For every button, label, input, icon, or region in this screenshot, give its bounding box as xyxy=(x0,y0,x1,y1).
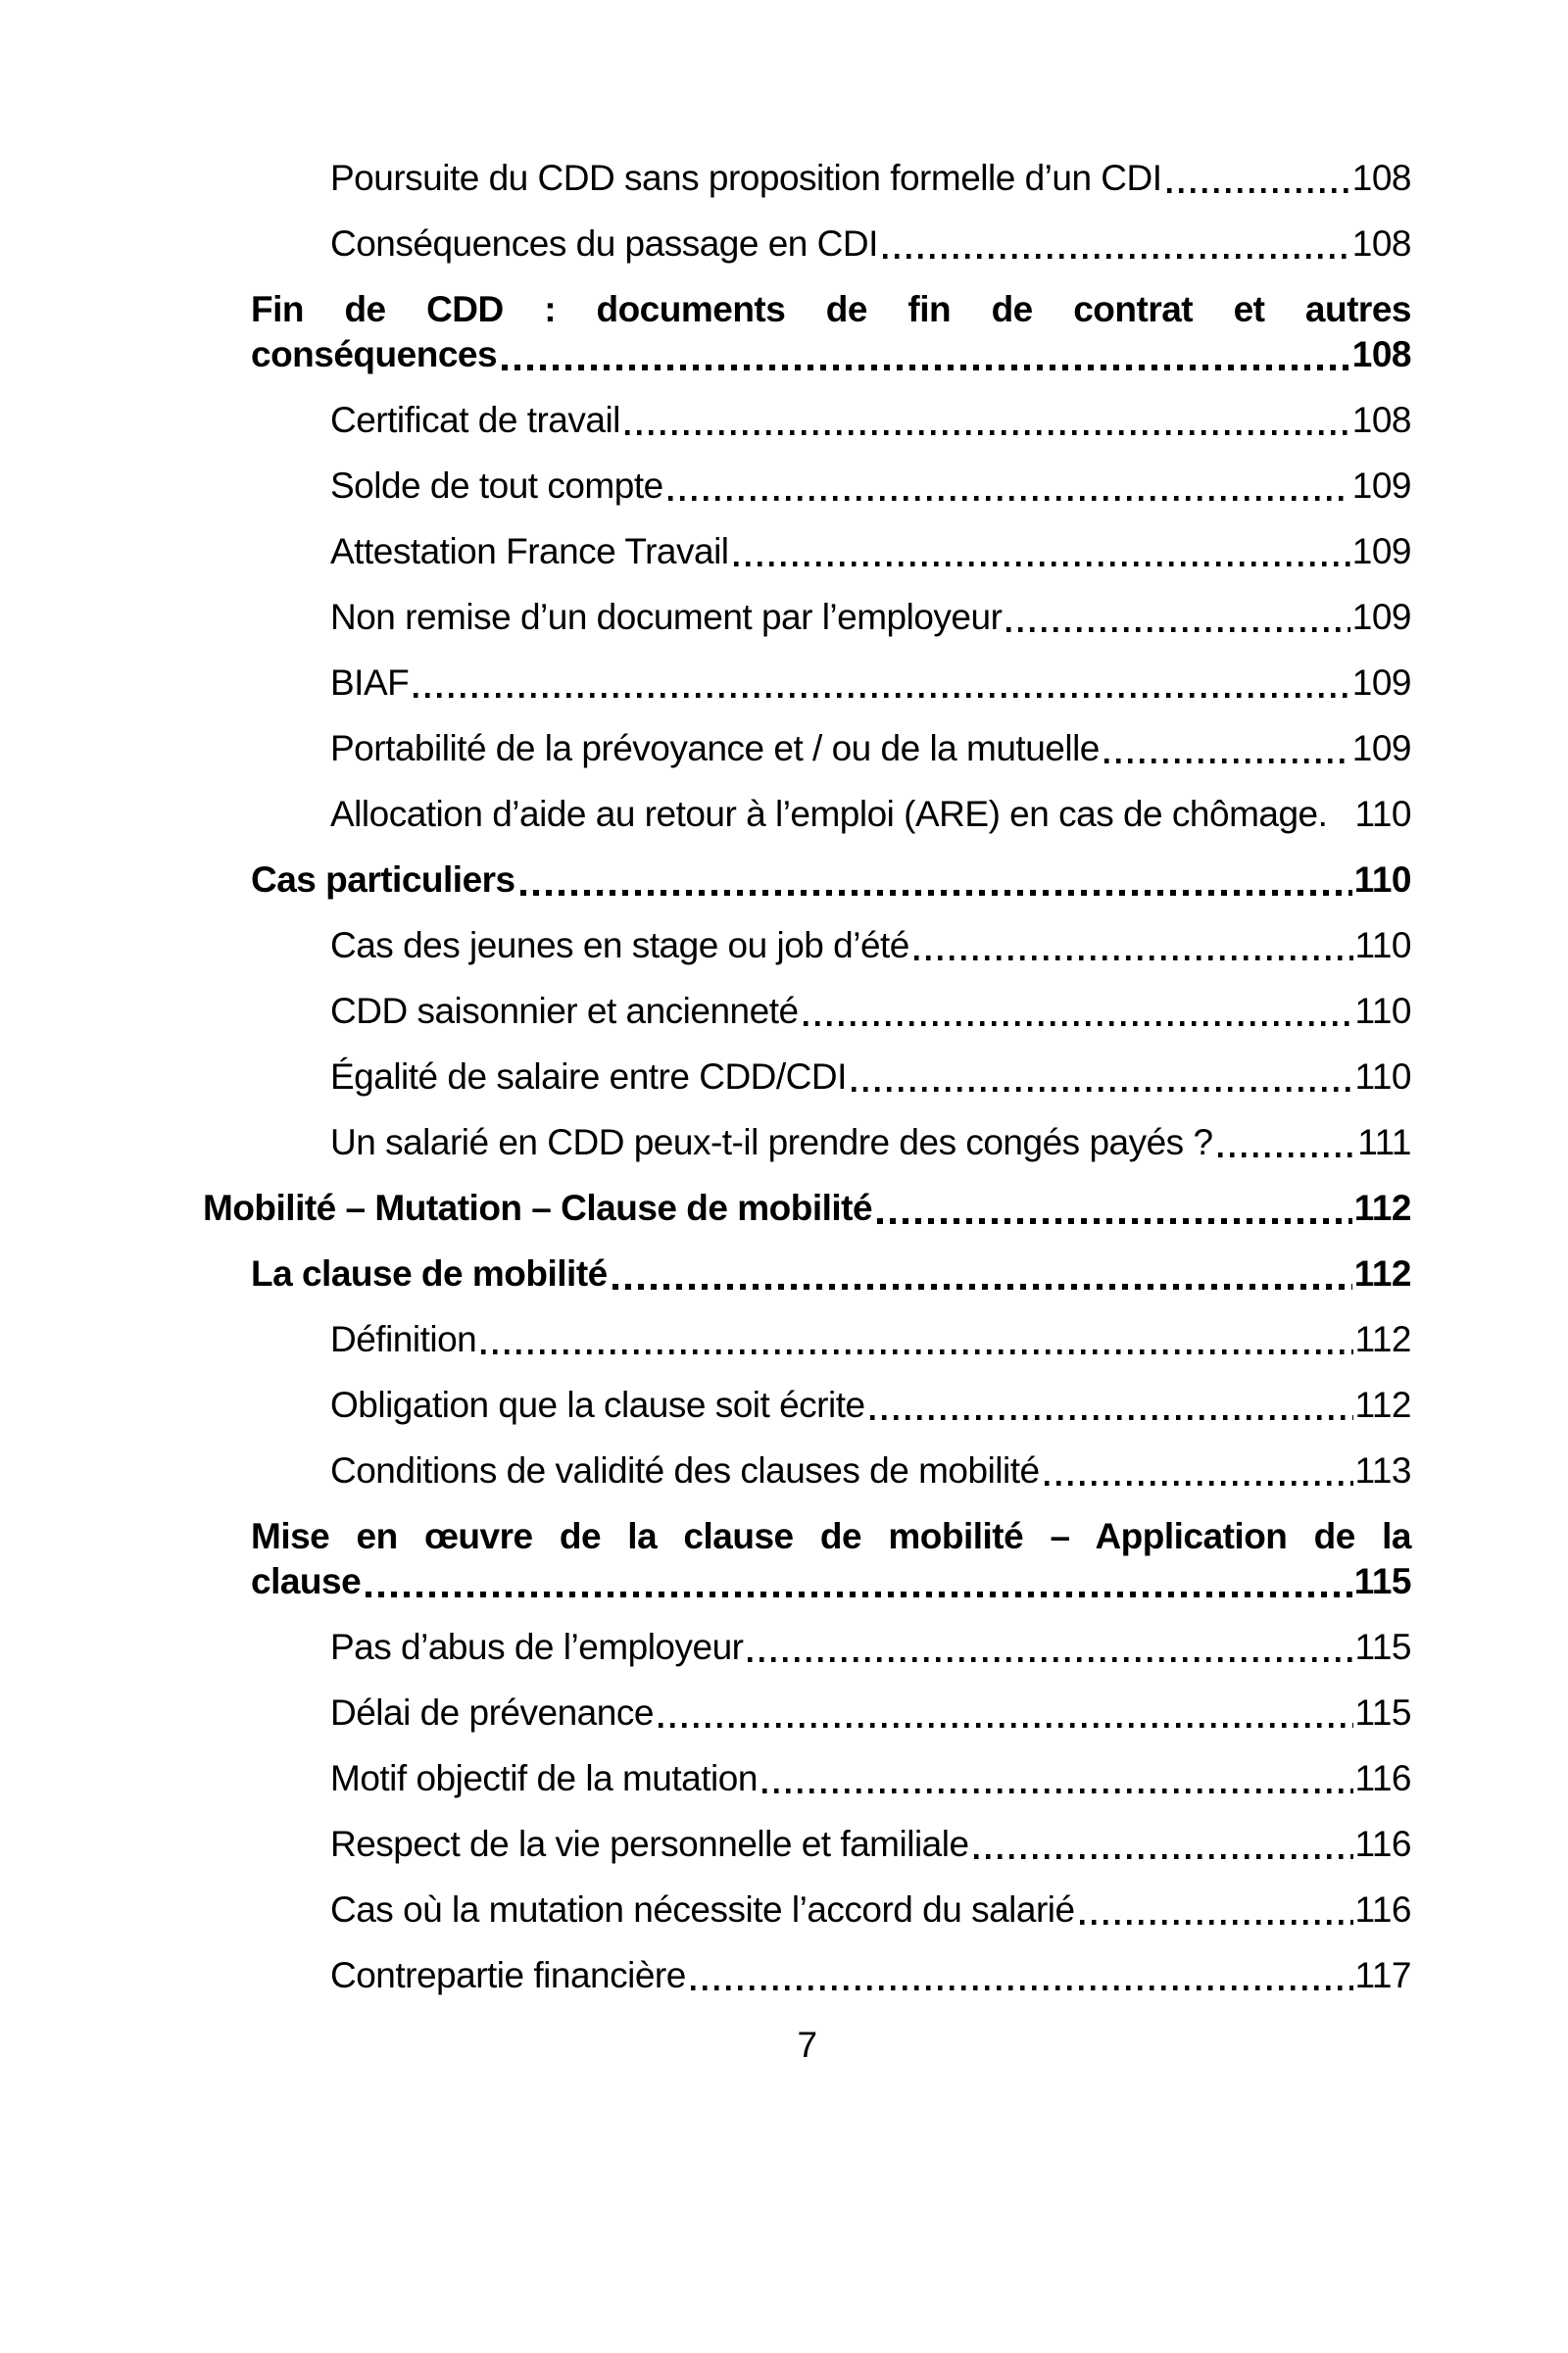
toc-entry xyxy=(203,529,1411,574)
toc-entry-row xyxy=(330,1054,1411,1100)
toc-entry-label: Délai de prévenance xyxy=(330,1692,654,1733)
toc-entry-row xyxy=(330,792,1411,837)
toc-entry-page-number: 109 xyxy=(1351,597,1411,637)
dot-leader xyxy=(691,1985,1353,1990)
table-of-contents xyxy=(203,156,1411,1998)
toc-entry-headline-line: Mise en œuvre de la clause de mobilité – Application de la xyxy=(251,1516,1411,1556)
toc-entry-label: Poursuite du CDD sans proposition formelle d’un CDI xyxy=(330,158,1162,198)
toc-entry xyxy=(203,923,1411,968)
toc-entry xyxy=(203,1691,1411,1736)
toc-entry xyxy=(203,1186,1411,1231)
toc-entry xyxy=(203,858,1411,903)
toc-entry-label: Cas particuliers xyxy=(251,859,515,900)
dot-leader xyxy=(1218,1152,1356,1157)
toc-entry-label: Portabilité de la prévoyance et / ou de la mutuelle xyxy=(330,728,1100,768)
toc-entry xyxy=(203,1448,1411,1494)
dot-leader xyxy=(883,254,1350,259)
dot-leader xyxy=(414,693,1350,698)
toc-entry-page-number: 115 xyxy=(1353,1561,1411,1601)
dot-leader xyxy=(1006,627,1349,632)
toc-entry xyxy=(203,464,1411,509)
toc-entry-row xyxy=(330,989,1411,1034)
toc-entry-headline-line: Fin de CDD : documents de fin de contrat et autres xyxy=(251,289,1411,329)
toc-entry xyxy=(203,989,1411,1034)
toc-entry-label: Un salarié en CDD peux-t-il prendre des congés payés ? xyxy=(330,1122,1213,1162)
toc-entry-label: Solde de tout compte xyxy=(330,466,663,506)
toc-entry xyxy=(203,1887,1411,1933)
dot-leader xyxy=(1080,1920,1353,1925)
toc-entry-label: Conditions de validité des clauses de mobilité xyxy=(330,1450,1040,1491)
toc-entry-page-number: 117 xyxy=(1354,1955,1411,1995)
toc-entry-label: Respect de la vie personnelle et familiale xyxy=(330,1824,969,1864)
page-footer xyxy=(203,2023,1411,2068)
toc-entry-page-number: 108 xyxy=(1351,334,1411,374)
toc-entry xyxy=(203,1383,1411,1428)
dot-leader xyxy=(668,496,1350,501)
dot-leader xyxy=(914,956,1353,960)
toc-entry-row xyxy=(330,1383,1411,1428)
toc-entry xyxy=(203,1054,1411,1100)
toc-entry-row xyxy=(330,923,1411,968)
toc-entry-row xyxy=(330,1120,1411,1165)
toc-entry-page-number: 108 xyxy=(1351,158,1411,198)
toc-entry-label: CDD saisonnier et ancienneté xyxy=(330,991,799,1031)
dot-leader xyxy=(804,1021,1353,1026)
toc-entry-label: Motif objectif de la mutation xyxy=(330,1758,758,1798)
dot-leader xyxy=(877,1218,1352,1224)
toc-entry-label: Non remise d’un document par l’employeur xyxy=(330,597,1003,637)
toc-entry-label: conséquences xyxy=(251,334,498,374)
toc-entry-label: Conséquences du passage en CDI xyxy=(330,223,878,264)
toc-entry-label: Contrepartie financière xyxy=(330,1955,686,1995)
toc-entry-row xyxy=(330,1953,1411,1998)
toc-entry-label: Mobilité – Mutation – Clause de mobilité xyxy=(203,1188,873,1228)
toc-entry xyxy=(203,792,1411,837)
dot-leader xyxy=(762,1789,1353,1793)
toc-entry-page-number: 116 xyxy=(1354,1758,1411,1798)
toc-entry-row xyxy=(330,529,1411,574)
toc-entry-page-number: 110 xyxy=(1354,925,1411,965)
toc-entry-row xyxy=(330,221,1411,267)
toc-entry-row xyxy=(330,1822,1411,1867)
toc-entry-page-number: 110 xyxy=(1354,991,1411,1031)
toc-entry-row xyxy=(251,332,1411,377)
toc-entry-row xyxy=(330,464,1411,509)
dot-leader xyxy=(659,1723,1353,1728)
toc-entry xyxy=(203,287,1411,377)
toc-entry-page-number: 110 xyxy=(1354,794,1411,834)
toc-entry-page-number: 109 xyxy=(1351,531,1411,571)
dot-leader xyxy=(734,562,1350,566)
dot-leader xyxy=(366,1592,1352,1597)
toc-entry-label: Attestation France Travail xyxy=(330,531,729,571)
toc-entry-page-number: 115 xyxy=(1354,1692,1411,1733)
dot-leader xyxy=(1045,1481,1353,1486)
toc-entry-label: BIAF xyxy=(330,662,410,703)
toc-entry-page-number: 112 xyxy=(1354,1385,1411,1425)
toc-entry-row xyxy=(330,1691,1411,1736)
toc-entry-page-number: 108 xyxy=(1351,223,1411,264)
toc-entry-page-number: 116 xyxy=(1354,1824,1411,1864)
toc-entry-page-number: 108 xyxy=(1351,400,1411,440)
toc-entry-row xyxy=(330,398,1411,443)
dot-leader xyxy=(852,1087,1353,1092)
toc-entry-row xyxy=(330,726,1411,771)
toc-entry-label: Pas d’abus de l’employeur xyxy=(330,1627,744,1667)
toc-entry xyxy=(203,1251,1411,1297)
toc-entry xyxy=(203,1120,1411,1165)
toc-entry-page-number: 112 xyxy=(1353,1188,1411,1228)
toc-entry-row xyxy=(330,1448,1411,1494)
dot-leader xyxy=(748,1657,1352,1662)
toc-entry-row xyxy=(251,1251,1411,1297)
dot-leader xyxy=(1167,188,1350,193)
dot-leader xyxy=(1332,824,1352,829)
toc-entry-row xyxy=(330,1887,1411,1933)
toc-entry-page-number: 112 xyxy=(1353,1253,1411,1294)
toc-entry xyxy=(203,661,1411,706)
dot-leader xyxy=(612,1284,1352,1290)
toc-entry-page-number: 111 xyxy=(1357,1122,1411,1162)
toc-entry-page-number: 109 xyxy=(1351,728,1411,768)
toc-entry-label: clause xyxy=(251,1561,362,1601)
toc-entry-label: Cas où la mutation nécessite l’accord du salarié xyxy=(330,1889,1075,1930)
dot-leader xyxy=(1104,759,1350,763)
toc-entry-row xyxy=(203,1186,1411,1231)
toc-entry-label: Obligation que la clause soit écrite xyxy=(330,1385,865,1425)
toc-entry-page-number: 115 xyxy=(1354,1627,1411,1667)
toc-entry-label: Égalité de salaire entre CDD/CDI xyxy=(330,1056,847,1097)
toc-entry-label: La clause de mobilité xyxy=(251,1253,608,1294)
toc-entry-label: Certificat de travail xyxy=(330,400,620,440)
toc-entry-row xyxy=(251,858,1411,903)
dot-leader xyxy=(481,1349,1352,1354)
toc-entry xyxy=(203,156,1411,201)
toc-entry xyxy=(203,726,1411,771)
toc-entry xyxy=(203,1822,1411,1867)
toc-entry-label: Allocation d’aide au retour à l’emploi (ARE) en cas de chômage. xyxy=(330,794,1328,834)
dot-leader xyxy=(974,1854,1353,1859)
toc-entry-label: Cas des jeunes en stage ou job d’été xyxy=(330,925,909,965)
dot-leader xyxy=(625,430,1350,435)
toc-entry xyxy=(203,1514,1411,1604)
toc-entry-row xyxy=(251,1559,1411,1604)
dot-leader xyxy=(870,1415,1353,1420)
toc-entry-page-number: 113 xyxy=(1354,1450,1411,1491)
toc-entry-row xyxy=(330,1756,1411,1801)
dot-leader xyxy=(502,365,1350,370)
footer-page-number: 7 xyxy=(797,2025,817,2065)
toc-entry-page-number: 109 xyxy=(1351,662,1411,703)
toc-entry-row xyxy=(330,595,1411,640)
toc-entry-page-number: 110 xyxy=(1353,859,1411,900)
toc-entry xyxy=(203,1317,1411,1362)
toc-entry xyxy=(203,398,1411,443)
toc-entry-row xyxy=(330,1625,1411,1670)
toc-entry-page-number: 116 xyxy=(1354,1889,1411,1930)
toc-entry-label: Définition xyxy=(330,1319,477,1359)
toc-entry-row xyxy=(330,661,1411,706)
toc-entry xyxy=(203,1756,1411,1801)
toc-entry-page-number: 110 xyxy=(1354,1056,1411,1097)
toc-entry-row xyxy=(330,1317,1411,1362)
toc-entry xyxy=(203,1625,1411,1670)
toc-entry-row xyxy=(330,156,1411,201)
toc-entry xyxy=(203,1953,1411,1998)
toc-entry xyxy=(203,595,1411,640)
toc-entry xyxy=(203,221,1411,267)
toc-entry-page-number: 109 xyxy=(1351,466,1411,506)
toc-entry-page-number: 112 xyxy=(1354,1319,1411,1359)
dot-leader xyxy=(520,890,1352,896)
